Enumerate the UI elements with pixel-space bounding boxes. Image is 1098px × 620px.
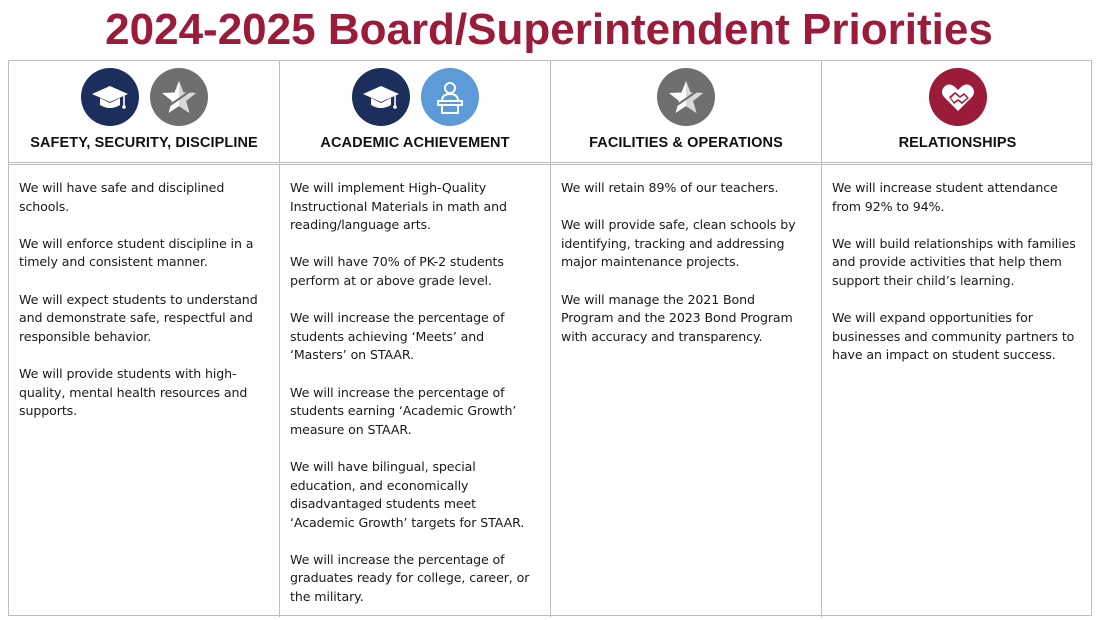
- column-body-academic: [280, 165, 551, 617]
- star-icon: [150, 68, 208, 126]
- list-item: We will expect students to understand and demonstrate safe, respectful and responsible behavior.: [19, 291, 258, 344]
- list-item: We will increase the percentage of graduates ready for college, career, or the military.: [290, 551, 530, 605]
- list-item: We will increase student attendance from 92% to 94%.: [832, 180, 1058, 214]
- list-item: We will provide safe, clean schools by identifying, tracking and addressing major maintenance projects.: [561, 217, 796, 270]
- column-body-facilities: [551, 165, 822, 617]
- priorities-table: [8, 60, 1092, 616]
- column-heading: ACADEMIC ACHIEVEMENT: [320, 135, 510, 151]
- list-item: We will have 70% of PK-2 students perform at or above grade level.: [290, 254, 504, 288]
- list-item: We will have safe and disciplined schools.: [19, 180, 225, 214]
- list-item: We will increase the percentage of students achieving ‘Meets’ and ‘Masters’ on STAAR.: [290, 310, 505, 363]
- column-heading: RELATIONSHIPS: [898, 135, 1017, 151]
- graduation-cap-icon: [352, 68, 410, 126]
- list-item: We will increase the percentage of students earning ‘Academic Growth’ measure on STAAR.: [290, 384, 517, 437]
- list-item: We will manage the 2021 Bond Program and the 2023 Bond Program with accuracy and transparency.: [561, 291, 793, 344]
- page-title: 2024-2025 Board/Superintendent Priorities: [105, 5, 993, 54]
- list-item: We will retain 89% of our teachers.: [561, 180, 779, 195]
- list-item: We will have bilingual, special education, and economically disadvantaged students meet ‘Academic Growth’ targets for STAAR.: [290, 458, 525, 530]
- column-body-relationships: [822, 165, 1093, 617]
- teacher-podium-icon: [421, 68, 479, 126]
- list-item: We will enforce student discipline in a timely and consistent manner.: [19, 235, 254, 270]
- list-item: We will expand opportunities for businesses and community partners to have an impact on student success.: [832, 310, 1075, 363]
- column-header-academic: [280, 61, 551, 165]
- graduation-cap-icon: [81, 68, 139, 126]
- star-icon: [657, 68, 715, 126]
- list-item: We will implement High-Quality Instructional Materials in math and reading/language arts.: [290, 180, 507, 233]
- column-header-relationships: [822, 61, 1093, 165]
- heart-handshake-icon: [929, 68, 987, 126]
- list-item: We will provide students with high-quality, mental health resources and supports.: [19, 365, 248, 419]
- column-heading: SAFETY, SECURITY, DISCIPLINE: [30, 135, 258, 151]
- column-header-safety: [9, 61, 280, 165]
- column-header-facilities: [551, 61, 822, 165]
- list-item: We will build relationships with families and provide activities that help them support their child’s learning.: [832, 235, 1076, 288]
- column-heading: FACILITIES & OPERATIONS: [589, 135, 783, 151]
- column-body-safety: [9, 165, 280, 617]
